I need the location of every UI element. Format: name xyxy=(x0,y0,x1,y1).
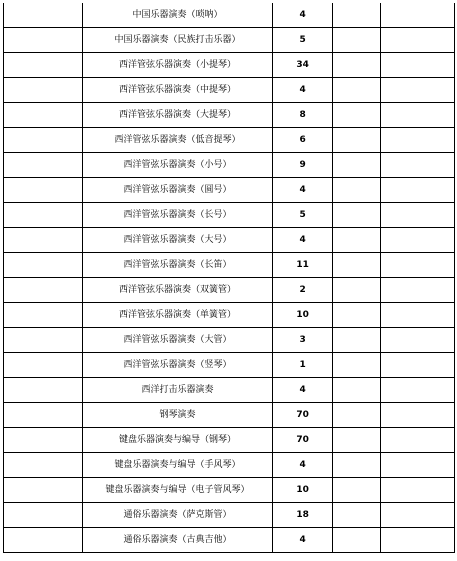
count-cell: 4 xyxy=(273,378,333,403)
table-row xyxy=(4,128,455,153)
count-cell: 70 xyxy=(273,403,333,428)
instrument-name-cell: 西洋管弦乐器演奏（大号） xyxy=(82,228,273,253)
empty-cell-middle xyxy=(332,478,380,503)
instrument-name-cell: 西洋管弦乐器演奏（小提琴） xyxy=(82,53,273,78)
count-cell: 34 xyxy=(273,53,333,78)
instrument-name-cell: 西洋管弦乐器演奏（大提琴） xyxy=(82,103,273,128)
empty-cell-left xyxy=(4,53,83,78)
table-row xyxy=(4,178,455,203)
empty-cell-middle xyxy=(332,3,380,28)
empty-cell-middle xyxy=(332,53,380,78)
instrument-name-cell: 西洋管弦乐器演奏（大管） xyxy=(82,328,273,353)
instrument-name-cell: 中国乐器演奏（民族打击乐器） xyxy=(82,28,273,53)
table-row xyxy=(4,503,455,528)
table-row xyxy=(4,428,455,453)
empty-cell-middle xyxy=(332,428,380,453)
instrument-name-cell: 西洋管弦乐器演奏（长笛） xyxy=(82,253,273,278)
count-cell: 4 xyxy=(273,78,333,103)
empty-cell-right xyxy=(381,53,455,78)
table-row xyxy=(4,478,455,503)
empty-cell-left xyxy=(4,353,83,378)
empty-cell-middle xyxy=(332,278,380,303)
count-cell: 9 xyxy=(273,153,333,178)
empty-cell-right xyxy=(381,153,455,178)
empty-cell-left xyxy=(4,178,83,203)
table-row xyxy=(4,353,455,378)
instrument-name-cell: 键盘乐器演奏与编导（手风琴） xyxy=(82,453,273,478)
empty-cell-left xyxy=(4,28,83,53)
instrument-name-cell: 通俗乐器演奏（萨克斯管） xyxy=(82,503,273,528)
empty-cell-right xyxy=(381,128,455,153)
empty-cell-right xyxy=(381,28,455,53)
table-row xyxy=(4,78,455,103)
count-cell: 4 xyxy=(273,178,333,203)
count-cell: 5 xyxy=(273,203,333,228)
empty-cell-right xyxy=(381,278,455,303)
count-cell: 1 xyxy=(273,353,333,378)
instrument-name-cell: 西洋管弦乐器演奏（低音提琴） xyxy=(82,128,273,153)
empty-cell-right xyxy=(381,428,455,453)
count-cell: 11 xyxy=(273,253,333,278)
empty-cell-right xyxy=(381,303,455,328)
count-cell: 10 xyxy=(273,478,333,503)
empty-cell-middle xyxy=(332,153,380,178)
empty-cell-left xyxy=(4,3,83,28)
table-row xyxy=(4,403,455,428)
table-row xyxy=(4,278,455,303)
instrument-name-cell: 西洋管弦乐器演奏（单簧管） xyxy=(82,303,273,328)
count-cell: 4 xyxy=(273,228,333,253)
empty-cell-left xyxy=(4,128,83,153)
empty-cell-middle xyxy=(332,328,380,353)
empty-cell-left xyxy=(4,253,83,278)
count-cell: 3 xyxy=(273,328,333,353)
empty-cell-right xyxy=(381,378,455,403)
table-row xyxy=(4,528,455,553)
count-cell: 4 xyxy=(273,453,333,478)
empty-cell-middle xyxy=(332,78,380,103)
instrument-name-cell: 西洋管弦乐器演奏（双簧管） xyxy=(82,278,273,303)
empty-cell-left xyxy=(4,203,83,228)
count-cell: 18 xyxy=(273,503,333,528)
empty-cell-right xyxy=(381,528,455,553)
empty-cell-right xyxy=(381,478,455,503)
empty-cell-middle xyxy=(332,253,380,278)
instrument-name-cell: 中国乐器演奏（唢呐） xyxy=(82,3,273,28)
instrument-name-cell: 西洋管弦乐器演奏（小号） xyxy=(82,153,273,178)
empty-cell-right xyxy=(381,403,455,428)
table-row xyxy=(4,378,455,403)
instrument-name-cell: 西洋管弦乐器演奏（竖琴） xyxy=(82,353,273,378)
empty-cell-right xyxy=(381,178,455,203)
table-row xyxy=(4,453,455,478)
empty-cell-right xyxy=(381,228,455,253)
empty-cell-middle xyxy=(332,528,380,553)
count-cell: 8 xyxy=(273,103,333,128)
empty-cell-left xyxy=(4,378,83,403)
empty-cell-left xyxy=(4,228,83,253)
empty-cell-right xyxy=(381,78,455,103)
empty-cell-left xyxy=(4,153,83,178)
empty-cell-middle xyxy=(332,203,380,228)
count-cell: 6 xyxy=(273,128,333,153)
empty-cell-left xyxy=(4,278,83,303)
enrollment-table xyxy=(3,3,455,553)
empty-cell-right xyxy=(381,328,455,353)
table-row xyxy=(4,303,455,328)
table-row xyxy=(4,203,455,228)
table-body xyxy=(4,3,455,553)
instrument-name-cell: 西洋打击乐器演奏 xyxy=(82,378,273,403)
instrument-name-cell: 通俗乐器演奏（古典吉他） xyxy=(82,528,273,553)
empty-cell-left xyxy=(4,428,83,453)
empty-cell-middle xyxy=(332,228,380,253)
empty-cell-right xyxy=(381,203,455,228)
count-cell: 5 xyxy=(273,28,333,53)
table-row xyxy=(4,3,455,28)
table-row xyxy=(4,53,455,78)
instrument-name-cell: 西洋管弦乐器演奏（长号） xyxy=(82,203,273,228)
empty-cell-left xyxy=(4,303,83,328)
table-row xyxy=(4,28,455,53)
empty-cell-middle xyxy=(332,28,380,53)
count-cell: 4 xyxy=(273,3,333,28)
empty-cell-middle xyxy=(332,353,380,378)
empty-cell-left xyxy=(4,478,83,503)
empty-cell-middle xyxy=(332,178,380,203)
empty-cell-middle xyxy=(332,103,380,128)
table-row xyxy=(4,153,455,178)
empty-cell-middle xyxy=(332,128,380,153)
empty-cell-right xyxy=(381,103,455,128)
empty-cell-left xyxy=(4,403,83,428)
empty-cell-left xyxy=(4,528,83,553)
empty-cell-left xyxy=(4,103,83,128)
instrument-name-cell: 键盘乐器演奏与编导（电子管风琴） xyxy=(82,478,273,503)
empty-cell-left xyxy=(4,503,83,528)
table-row xyxy=(4,103,455,128)
empty-cell-left xyxy=(4,78,83,103)
empty-cell-left xyxy=(4,328,83,353)
empty-cell-middle xyxy=(332,403,380,428)
instrument-name-cell: 键盘乐器演奏与编导（钢琴） xyxy=(82,428,273,453)
table-row xyxy=(4,253,455,278)
empty-cell-middle xyxy=(332,453,380,478)
count-cell: 70 xyxy=(273,428,333,453)
count-cell: 10 xyxy=(273,303,333,328)
empty-cell-right xyxy=(381,503,455,528)
count-cell: 2 xyxy=(273,278,333,303)
empty-cell-right xyxy=(381,253,455,278)
empty-cell-left xyxy=(4,453,83,478)
empty-cell-middle xyxy=(332,303,380,328)
empty-cell-right xyxy=(381,453,455,478)
count-cell: 4 xyxy=(273,528,333,553)
empty-cell-right xyxy=(381,353,455,378)
instrument-name-cell: 钢琴演奏 xyxy=(82,403,273,428)
instrument-name-cell: 西洋管弦乐器演奏（中提琴） xyxy=(82,78,273,103)
instrument-name-cell: 西洋管弦乐器演奏（圆号） xyxy=(82,178,273,203)
empty-cell-right xyxy=(381,3,455,28)
empty-cell-middle xyxy=(332,378,380,403)
empty-cell-middle xyxy=(332,503,380,528)
table-row xyxy=(4,328,455,353)
table-row xyxy=(4,228,455,253)
